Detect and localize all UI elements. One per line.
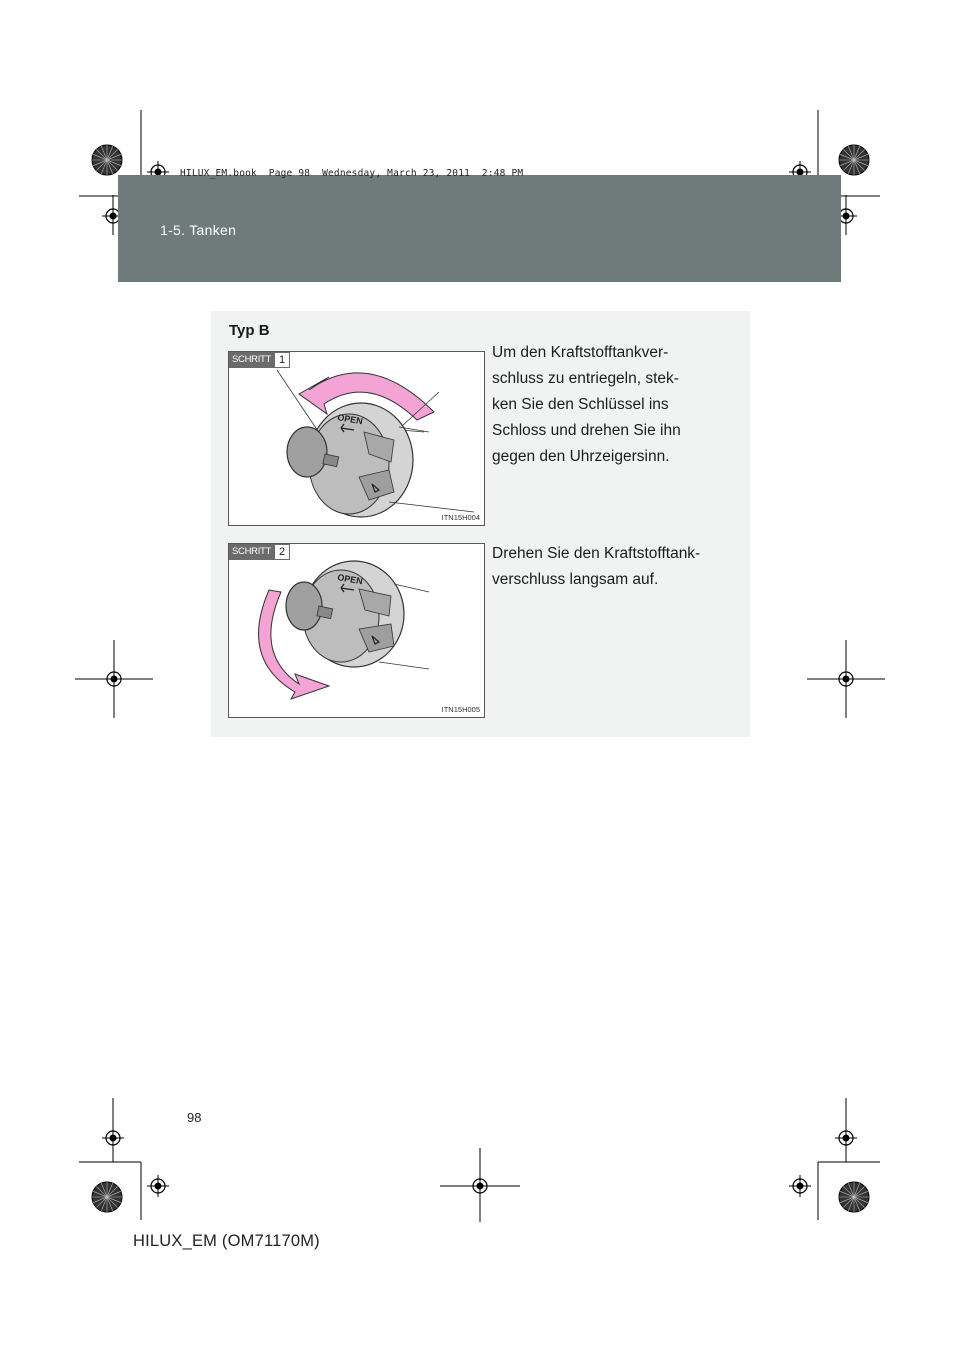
- section-title: 1-5. Tanken: [160, 222, 237, 238]
- fuel-cap-open-illustration: [229, 544, 486, 719]
- step-2-tag: [229, 544, 290, 560]
- page-number: 98: [187, 1110, 202, 1125]
- step-2-figure: [228, 543, 485, 718]
- text-line: verschluss langsam auf.: [492, 571, 659, 588]
- open-label: OPEN: [336, 572, 364, 587]
- step-number: 2: [274, 544, 290, 560]
- book-stamp: HILUX_EM.book Page 98 Wednesday, March 23, 2011 2:48 PM: [180, 168, 524, 179]
- step-2-text: [492, 541, 728, 593]
- text-line: schluss zu entriegeln, stek-: [492, 370, 679, 387]
- text-line: Drehen Sie den Kraftstofftank-: [492, 545, 701, 562]
- figure-code: ITN15H005: [441, 705, 480, 714]
- open-label: OPEN: [336, 412, 364, 427]
- step-1-text: [492, 340, 728, 470]
- text-line: Um den Kraftstofftankver-: [492, 344, 669, 361]
- fuel-cap-unlock-illustration: [229, 352, 486, 527]
- text-line: Schloss und drehen Sie ihn: [492, 422, 681, 439]
- figure-code: ITN15H004: [441, 513, 480, 522]
- step-1-figure: [228, 351, 485, 526]
- document-code: HILUX_EM (OM71170M): [133, 1232, 320, 1250]
- step-word: SCHRITT: [229, 544, 274, 560]
- step-word: SCHRITT: [229, 352, 274, 368]
- step-number: 1: [274, 352, 290, 368]
- step-1-tag: [229, 352, 290, 368]
- type-heading: Typ B: [229, 322, 270, 339]
- text-line: gegen den Uhrzeigersinn.: [492, 448, 670, 465]
- text-line: ken Sie den Schlüssel ins: [492, 396, 669, 413]
